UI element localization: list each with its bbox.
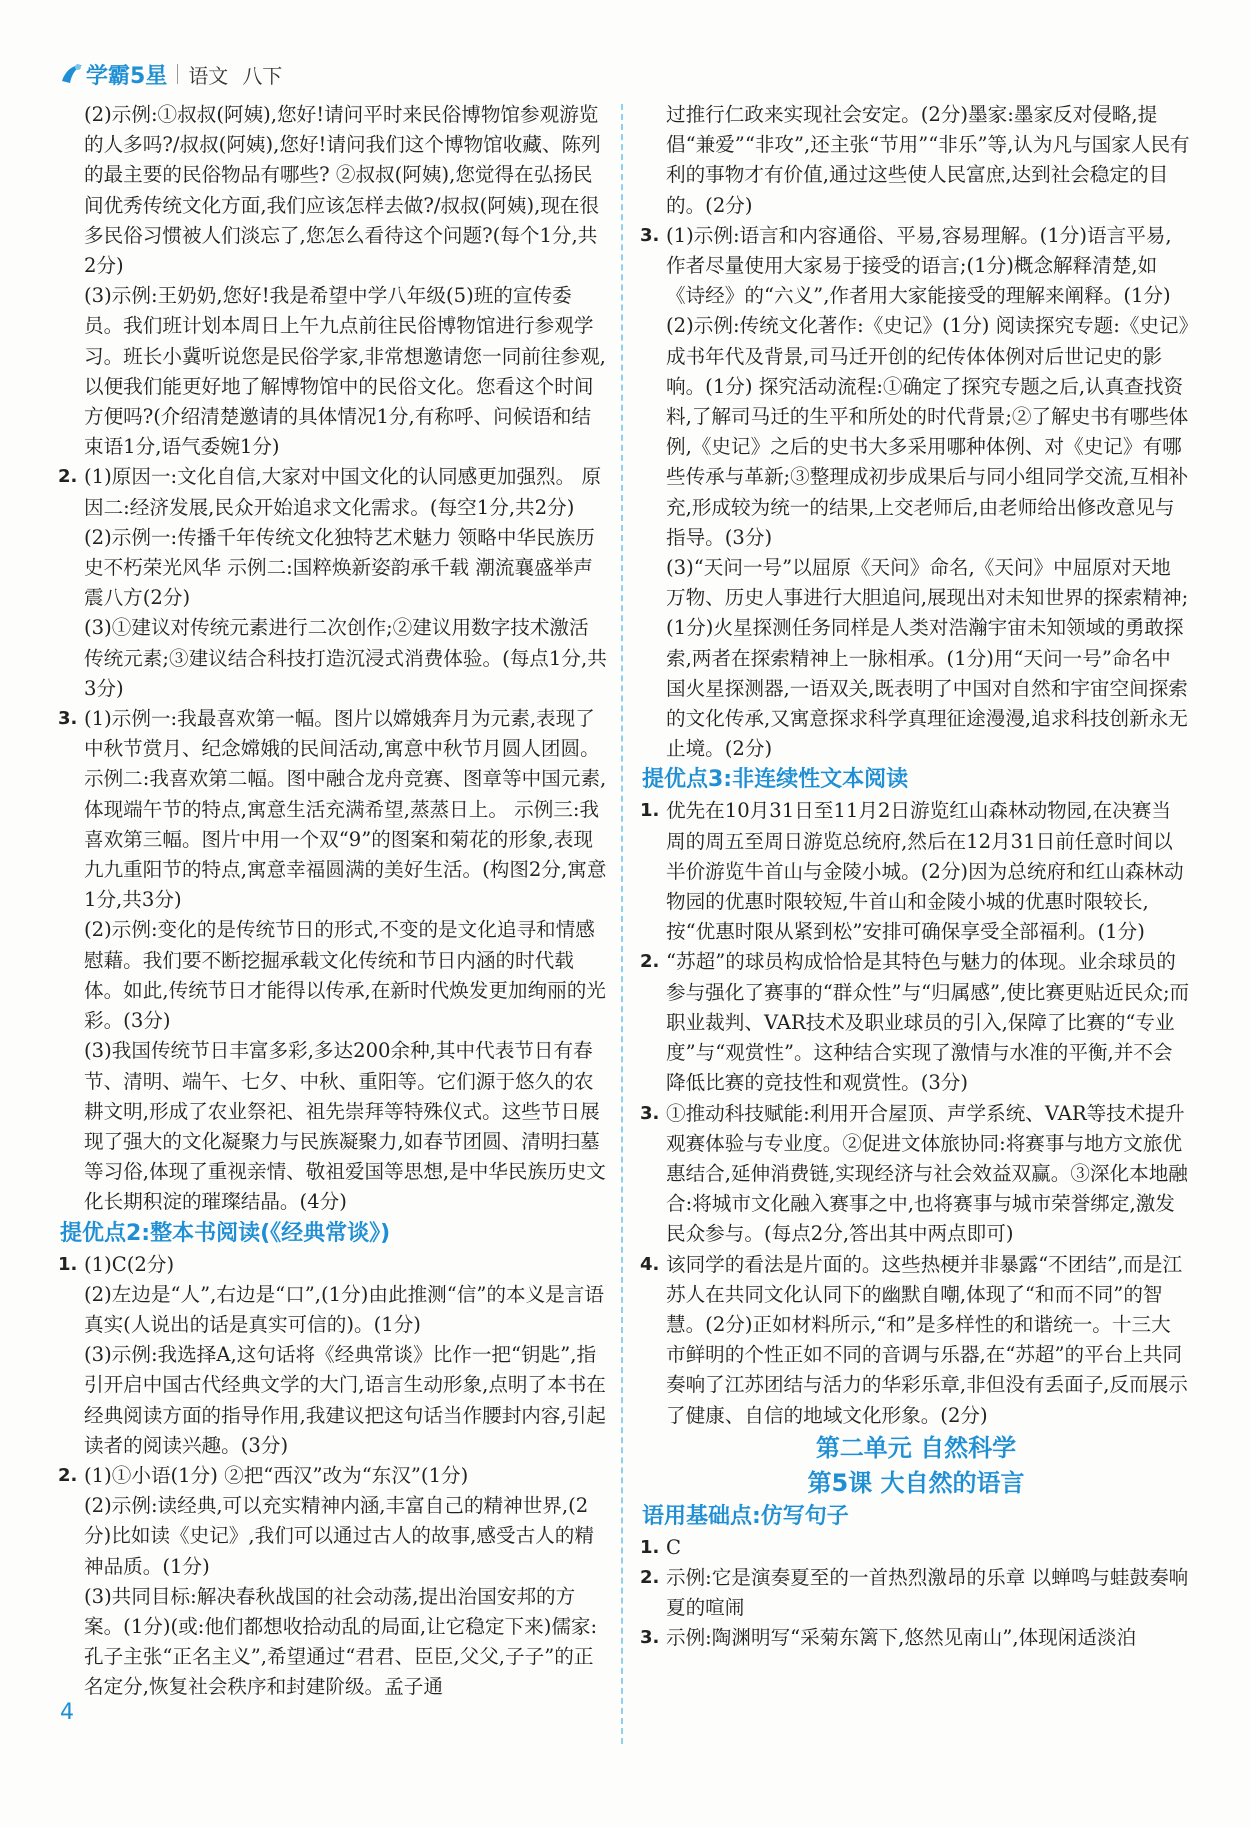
answer-item bbox=[60, 462, 608, 704]
answer-part: (1)示例:语言和内容通俗、平易,容易理解。(1分)语言平易,作者尽量使用大家易于接受的语言;(1分)概念解释清楚,如《诗经》的“六义”,作者用大家能接受的理解来阐释。(1分) bbox=[666, 223, 1172, 308]
item-number: 4. bbox=[640, 1253, 660, 1275]
brand-star-icon bbox=[58, 61, 84, 87]
item-number: 2. bbox=[58, 466, 78, 488]
section-heading: 提优点2:整本书阅读(《经典常谈》) bbox=[60, 1220, 391, 1246]
item-number: 1. bbox=[640, 1536, 660, 1558]
answer-part: (3)①建议对传统元素进行二次创作;②建议用数字技术激活传统元素;③建议结合科技打造沉浸式消费体验。(每点1分,共3分) bbox=[84, 616, 607, 700]
answer-item bbox=[642, 1250, 1190, 1431]
answer-part: (3)我国传统节日丰富多彩,多达200余种,其中代表节日有春节、清明、端午、七夕、中秋、重阳等。它们源于悠久的农耕文明,形成了农业祭祀、祖先崇拜等特殊仪式。这些节日展现了强大的文化凝聚力与民族凝聚力,如春节团圆、清明扫墓等习俗,体现了重视亲情、敬祖爱国等思想,是中华民族历史文化长期积淀的璀璨结晶。(4分) bbox=[84, 1039, 606, 1214]
left-column bbox=[60, 100, 608, 1703]
item-number: 2. bbox=[58, 1464, 78, 1486]
answer-item bbox=[60, 1250, 608, 1461]
answer-part: (1)原因一:文化自信,大家对中国文化的认同感更加强烈。 原因二:经济发展,民众开始追求文化需求。(每空1分,共2分) bbox=[84, 465, 602, 519]
answer-part: (1)C(2分) bbox=[84, 1252, 175, 1276]
item-number: 3. bbox=[640, 224, 660, 246]
brand-logo bbox=[58, 59, 167, 90]
grade-label: 八下 bbox=[242, 63, 283, 88]
answer-part: 过推行仁政来实现社会安定。(2分)墨家:墨家反对侵略,提倡“兼爱”“非攻”,还主张“节用”“非乐”等,认为凡与国家人民有利的事物才有价值,通过这些使人民富庶,达到社会稳定的目的。(2分) bbox=[666, 103, 1190, 217]
answer-part: (2)示例:①叔叔(阿姨),您好!请问平时来民俗博物馆参观游览的人多吗?/叔叔(阿姨),您好!请问我们这个博物馆收藏、陈列的最主要的民俗物品有哪些? ②叔叔(阿姨),您觉得在弘扬民间优秀传统文化方面,我们应该怎样去做?/叔叔(阿姨),现在很多民俗习惯被人们淡忘了,您怎么看待这个问题?(每个1分,共2分) bbox=[84, 103, 601, 278]
answer-part: (2)示例:传统文化著作:《史记》(1分) 阅读探究专题:《史记》成书年代及背景,司马迁开创的纪传体体例对后世记史的影响。(1分) 探究活动流程:①确定了探究专题之后,认真查找资料,了解司马迁的生平和所处的时代背景;②了解史书有哪些体例,《史记》之后的史书大多采用哪种体例、对《史记》有哪些传承与革新;③整理成初步成果后与同小组同学交流,互相补充,形成较为统一的结果,上交老师后,由老师给出修改意见与指导。(3分) bbox=[666, 314, 1189, 549]
answer-item bbox=[642, 1099, 1190, 1250]
column-divider bbox=[621, 104, 623, 1744]
unit-title: 第二单元 自然科学 bbox=[815, 1433, 1017, 1462]
answer-part: (2)示例:变化的是传统节日的形式,不变的是文化追寻和情感慰藉。我们要不断挖掘承载文化传统和节日内涵的时代载体。如此,传统节日才能得以传承,在新时代焕发更加绚丽的光彩。(3分) bbox=[84, 918, 606, 1033]
answer-text: ①推动科技赋能:利用开合屋顶、声学系统、VAR等技术提升观赛体验与专业度。②促进文体旅协同:将赛事与地方文旅优惠结合,延伸消费链,实现经济与社会效益双赢。③深化本地融合:将城市文化融入赛事之中,也将赛事与城市荣誉绑定,激发民众参与。(每点2分,答出其中两点即可) bbox=[666, 1101, 1188, 1246]
right-column bbox=[642, 100, 1190, 1654]
answer-item bbox=[60, 1461, 608, 1703]
answer-part: (3)共同目标:解决春秋战国的社会动荡,提出治国安邦的方案。(1分)(或:他们都想收拾动乱的局面,让它稳定下来)儒家:孔子主张“正名主义”,希望通过“君君、臣臣,父父,子子”的正名定分,恢复社会秩序和封建阶级。孟子通 bbox=[84, 1584, 598, 1699]
item-number: 3. bbox=[640, 1102, 660, 1124]
answer-part: (2)左边是“人”,右边是“口”,(1分)由此推测“信”的本义是言语真实(人说出的话是真实可信的)。(1分) bbox=[84, 1282, 604, 1336]
answer-text: 该同学的看法是片面的。这些热梗并非暴露“不团结”,而是江苏人在共同文化认同下的幽默自嘲,体现了“和而不同”的智慧。(2分)正如材料所示,“和”是多样性的和谐统一。十三大市鲜明的个性正如不同的音调与乐器,在“苏超”的平台上共同奏响了江苏团结与活力的华彩乐章,非但没有丢面子,反而展示了健康、自信的地域文化形象。(2分) bbox=[666, 1252, 1188, 1427]
page-number: 4 bbox=[60, 1700, 74, 1725]
answer-item bbox=[642, 947, 1190, 1098]
answer-part: (3)“天问一号”以屈原《天问》命名,《天问》中屈原对天地万物、历史人事进行大胆追问,展现出对未知世界的探索精神;(1分)火星探测任务同样是人类对浩瀚宇宙未知领域的勇敢探索,两者在探索精神上一脉相承。(1分)用“天问一号”命名中国火星探测器,一语双关,既表明了中国对自然和宇宙空间探索的文化传承,又寓意探求科学真理征途漫漫,追求科技创新永无止境。(2分) bbox=[666, 556, 1189, 761]
answer-text: 优先在10月31日至11月2日游览红山森林动物园,在决赛当周的周五至周日游览总统府,然后在12月31日前任意时间以半价游览牛首山与金陵小城。(2分)因为总统府和红山森林动物园的优惠时限较短,牛首山和金陵小城的优惠时限较长,按“优惠时限从紧到松”安排可确保享受全部福利。(1分) bbox=[666, 799, 1184, 944]
answer-part: (1)①小语(1分) ②把“西汉”改为“东汉”(1分) bbox=[84, 1463, 469, 1487]
answer-item bbox=[642, 1563, 1190, 1623]
answer-text: “苏超”的球员构成恰恰是其特色与魅力的体现。业余球员的参与强化了赛事的“群众性”与“归属感”,使比赛更贴近民众;而职业裁判、VAR技术及职业球员的引入,保障了比赛的“专业度”与“观赏性”。这种结合实现了激情与水准的平衡,并不会降低比赛的竞技性和观赏性。(3分) bbox=[666, 950, 1190, 1095]
item-number: 1. bbox=[58, 1253, 78, 1275]
answer-part: (2)示例:读经典,可以充实精神内涵,丰富自己的精神世界,(2分)比如读《史记》,我们可以通过古人的故事,感受古人的精神品质。(1分) bbox=[84, 1494, 594, 1578]
brand-name: 学霸5星 bbox=[86, 63, 168, 89]
item-number: 2. bbox=[640, 951, 660, 973]
answer-text: C bbox=[666, 1535, 681, 1559]
page-header bbox=[58, 54, 296, 94]
subject-label: 语文 bbox=[188, 63, 229, 88]
header-divider bbox=[177, 64, 178, 84]
answer-text: 示例:它是演奏夏至的一首热烈激昂的乐章 以蝉鸣与蛙鼓奏响夏的喧闹 bbox=[666, 1565, 1189, 1620]
answer-item bbox=[642, 796, 1190, 947]
answer-part: (2)示例一:传播千年传统文化独特艺术魅力 领略中华民族历史不朽荣光风华 示例二:国粹焕新姿韵承千载 潮流襄盛举声震八方(2分) bbox=[84, 525, 595, 610]
lesson-title: 第5课 大自然的语言 bbox=[807, 1468, 1025, 1497]
item-number: 2. bbox=[640, 1566, 660, 1588]
section-heading: 提优点3:非连续性文本阅读 bbox=[642, 767, 909, 793]
answer-part: (1)示例一:我最喜欢第一幅。图片以嫦娥奔月为元素,表现了中秋节赏月、纪念嫦娥的民间活动,寓意中秋节月圆人团圆。 示例二:我喜欢第二幅。图中融合龙舟竞赛、图章等中国元素,体现端午节的特点,寓意生活充满希望,蒸蒸日上。 示例三:我喜欢第三幅。图片中用一个双“9”的图案和菊花的形象,表现九九重阳节的特点,寓意幸福圆满的美好生活。(构图2分,寓意1分,共3分) bbox=[84, 707, 607, 912]
answer-item bbox=[642, 221, 1190, 765]
answer-item bbox=[642, 1533, 1190, 1563]
answer-part: (3)示例:王奶奶,您好!我是希望中学八年级(5)班的宣传委员。我们班计划本周日上午九点前往民俗博物馆进行参观学习。班长小冀听说您是民俗学家,非常想邀请您一同前往参观,以便我们能更好地了解博物馆中的民俗文化。您看这个时间方便吗?(介绍清楚邀请的具体情况1分,有称呼、问候语和结束语1分,语气委婉1分) bbox=[84, 284, 606, 459]
answer-item bbox=[642, 1623, 1190, 1653]
answer-item bbox=[60, 704, 608, 1217]
item-number: 3. bbox=[640, 1627, 660, 1649]
item-number: 1. bbox=[640, 800, 660, 822]
section-heading: 语用基础点:仿写句子 bbox=[642, 1503, 849, 1529]
answer-text: 示例:陶渊明写“采菊东篱下,悠然见南山”,体现闲适淡泊 bbox=[666, 1626, 1137, 1650]
item-number: 3. bbox=[58, 708, 78, 730]
answer-part: (3)示例:我选择A,这句话将《经典常谈》比作一把“钥匙”,指引开启中国古代经典文学的大门,语言生动形象,点明了本书在经典阅读方面的指导作用,我建议把这句话当作腰封内容,引起读者的阅读兴趣。(3分) bbox=[84, 1343, 606, 1457]
